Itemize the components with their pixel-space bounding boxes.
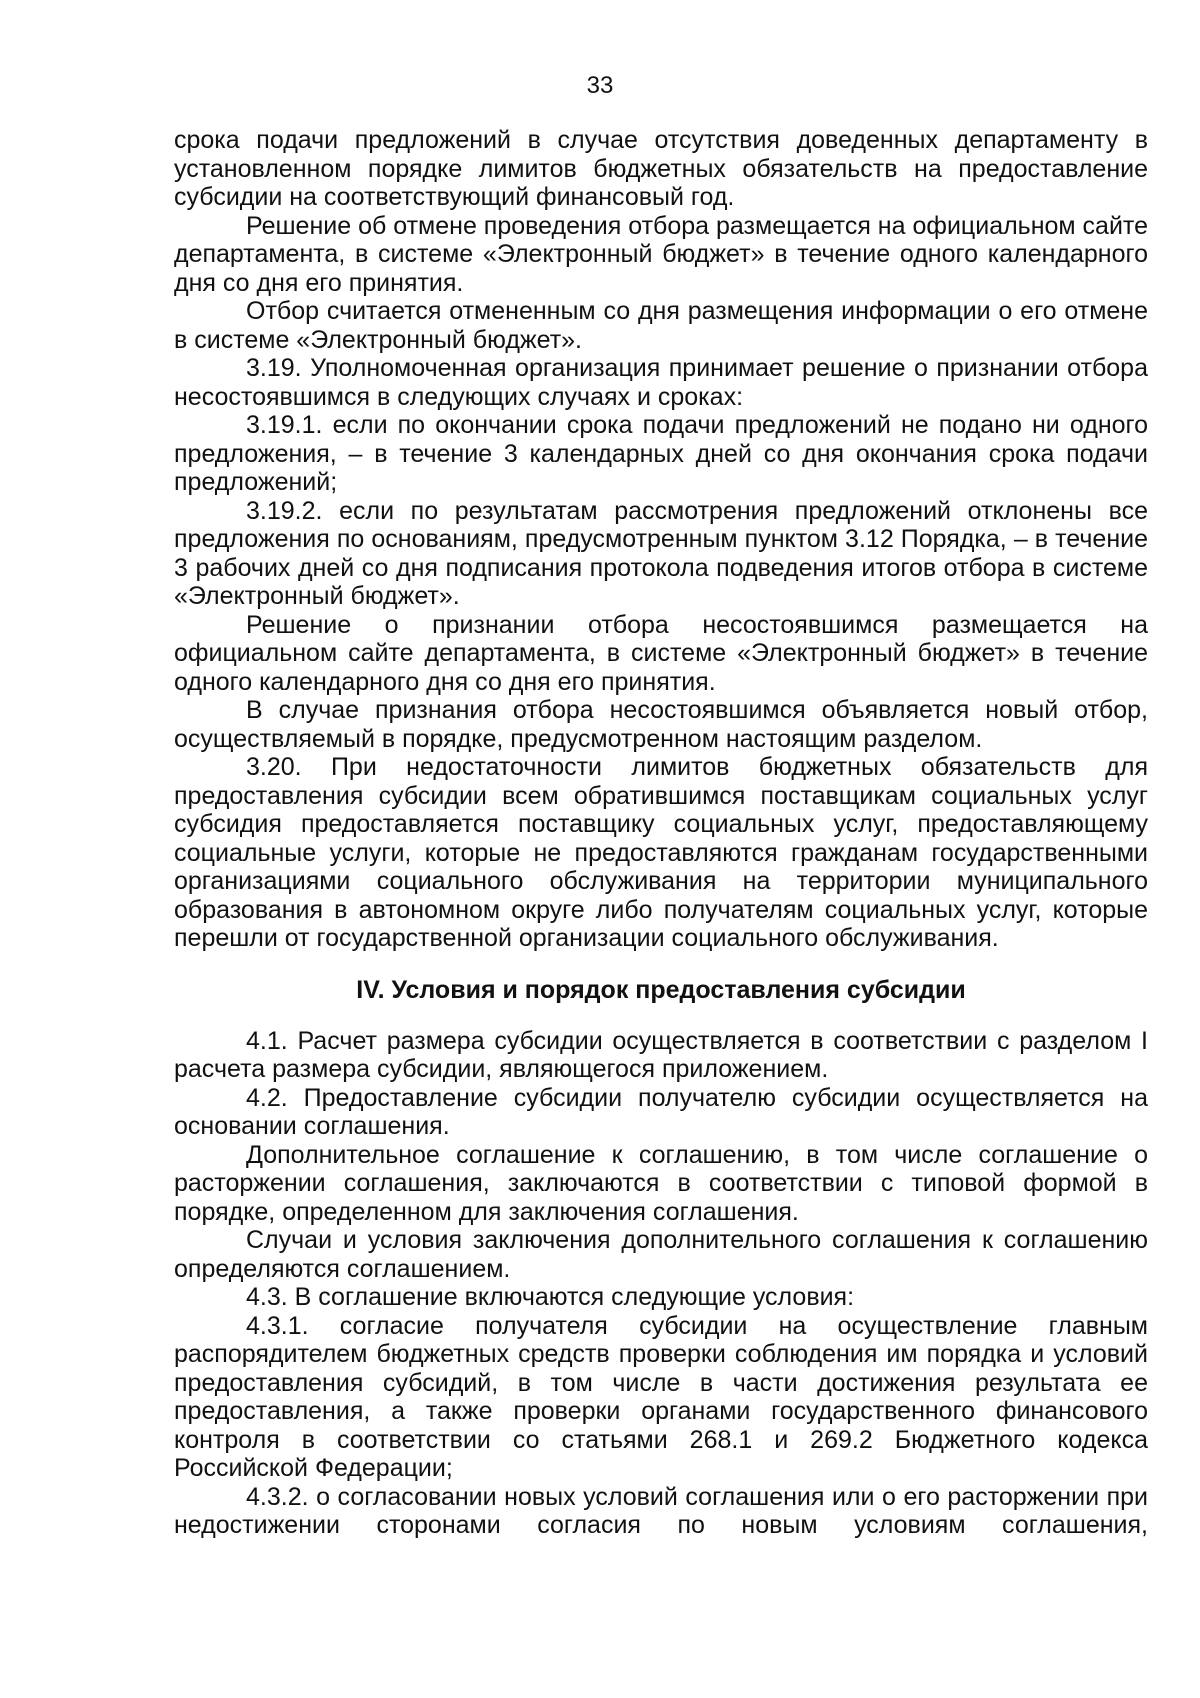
section-heading: IV. Условия и порядок предоставления субсидии	[356, 975, 966, 1004]
paragraph: 4.3.2. о согласовании новых условий соглашения или о его расторжении при недостижении сторонами согласия по новым условиям соглашения,	[174, 1482, 1148, 1539]
paragraph: 4.3. В соглашение включаются следующие условия:	[246, 1283, 855, 1311]
paragraph: срока подачи предложений в случае отсутствия доведенных департаменту в установленном порядке лимитов бюджетных обязательств на предоставление субсидии на соответствующий финансовый год.	[174, 126, 1148, 211]
page-number: 33	[586, 72, 614, 99]
paragraph: Дополнительное соглашение к соглашению, в том числе соглашение о расторжении соглашения, заключаются в соответствии с типовой формой в порядке, определенном для заключения соглашения.	[174, 1140, 1148, 1226]
paragraph: Отбор считается отмененным со дня размещения информации о его отмене в системе «Электронный бюджет».	[174, 297, 1148, 354]
paragraph: 3.19.2. если по результатам рассмотрения предложений отклонены все предложения по основаниям, предусмотренным пунктом 3.12 Порядка, – в течение 3 рабочих дней со дня подписания протокола подведения итогов отбора в системе «Электронный бюджет».	[174, 496, 1148, 610]
paragraph: 4.1. Расчет размера субсидии осуществляется в соответствии с разделом I расчета размера субсидии, являющегося приложением.	[174, 1026, 1148, 1083]
paragraph: Решение об отмене проведения отбора размещается на официальном сайте департамента, в системе «Электронный бюджет» в течение одного календарного дня со дня его принятия.	[174, 211, 1148, 297]
paragraph: Случаи и условия заключения дополнительного соглашения к соглашению определяются соглашением.	[174, 1226, 1148, 1283]
paragraph: Решение о признании отбора несостоявшимся размещается на официальном сайте департамента, в системе «Электронный бюджет» в течение одного календарного дня со дня его принятия.	[174, 610, 1148, 696]
paragraph: 3.19.1. если по окончании срока подачи предложений не подано ни одного предложения, – в течение 3 календарных дней со дня окончания срока подачи предложений;	[174, 411, 1148, 496]
paragraph: 4.2. Предоставление субсидии получателю субсидии осуществляется на основании соглашения.	[174, 1083, 1148, 1140]
paragraph: 3.20. При недостаточности лимитов бюджетных обязательств для предоставления субсидии всем обратившимся поставщикам социальных услуг субсидия предоставляется поставщику социальных услуг, предоставляющему социальные услуги, которые не предоставляются гражданам государственными организациями социального обслуживания на территории муниципального образования в автономном округе либо получателям социальных услуг, которые перешли от государственной организации социального обслуживания.	[174, 753, 1148, 952]
paragraph: 4.3.1. согласие получателя субсидии на осуществление главным распорядителем бюджетных средств проверки соблюдения им порядка и условий предоставления субсидий, в том числе в части достижения результата ее предоставления, а также проверки органами государственного финансового контроля в соответствии со статьями 268.1 и 269.2 Бюджетного кодекса Российской Федерации;	[174, 1311, 1148, 1482]
paragraph: 3.19. Уполномоченная организация принимает решение о признании отбора несостоявшимся в следующих случаях и сроках:	[174, 354, 1148, 411]
document-body	[174, 126, 1148, 1540]
paragraph: В случае признания отбора несостоявшимся объявляется новый отбор, осуществляемый в порядке, предусмотренном настоящим разделом.	[174, 696, 1148, 753]
